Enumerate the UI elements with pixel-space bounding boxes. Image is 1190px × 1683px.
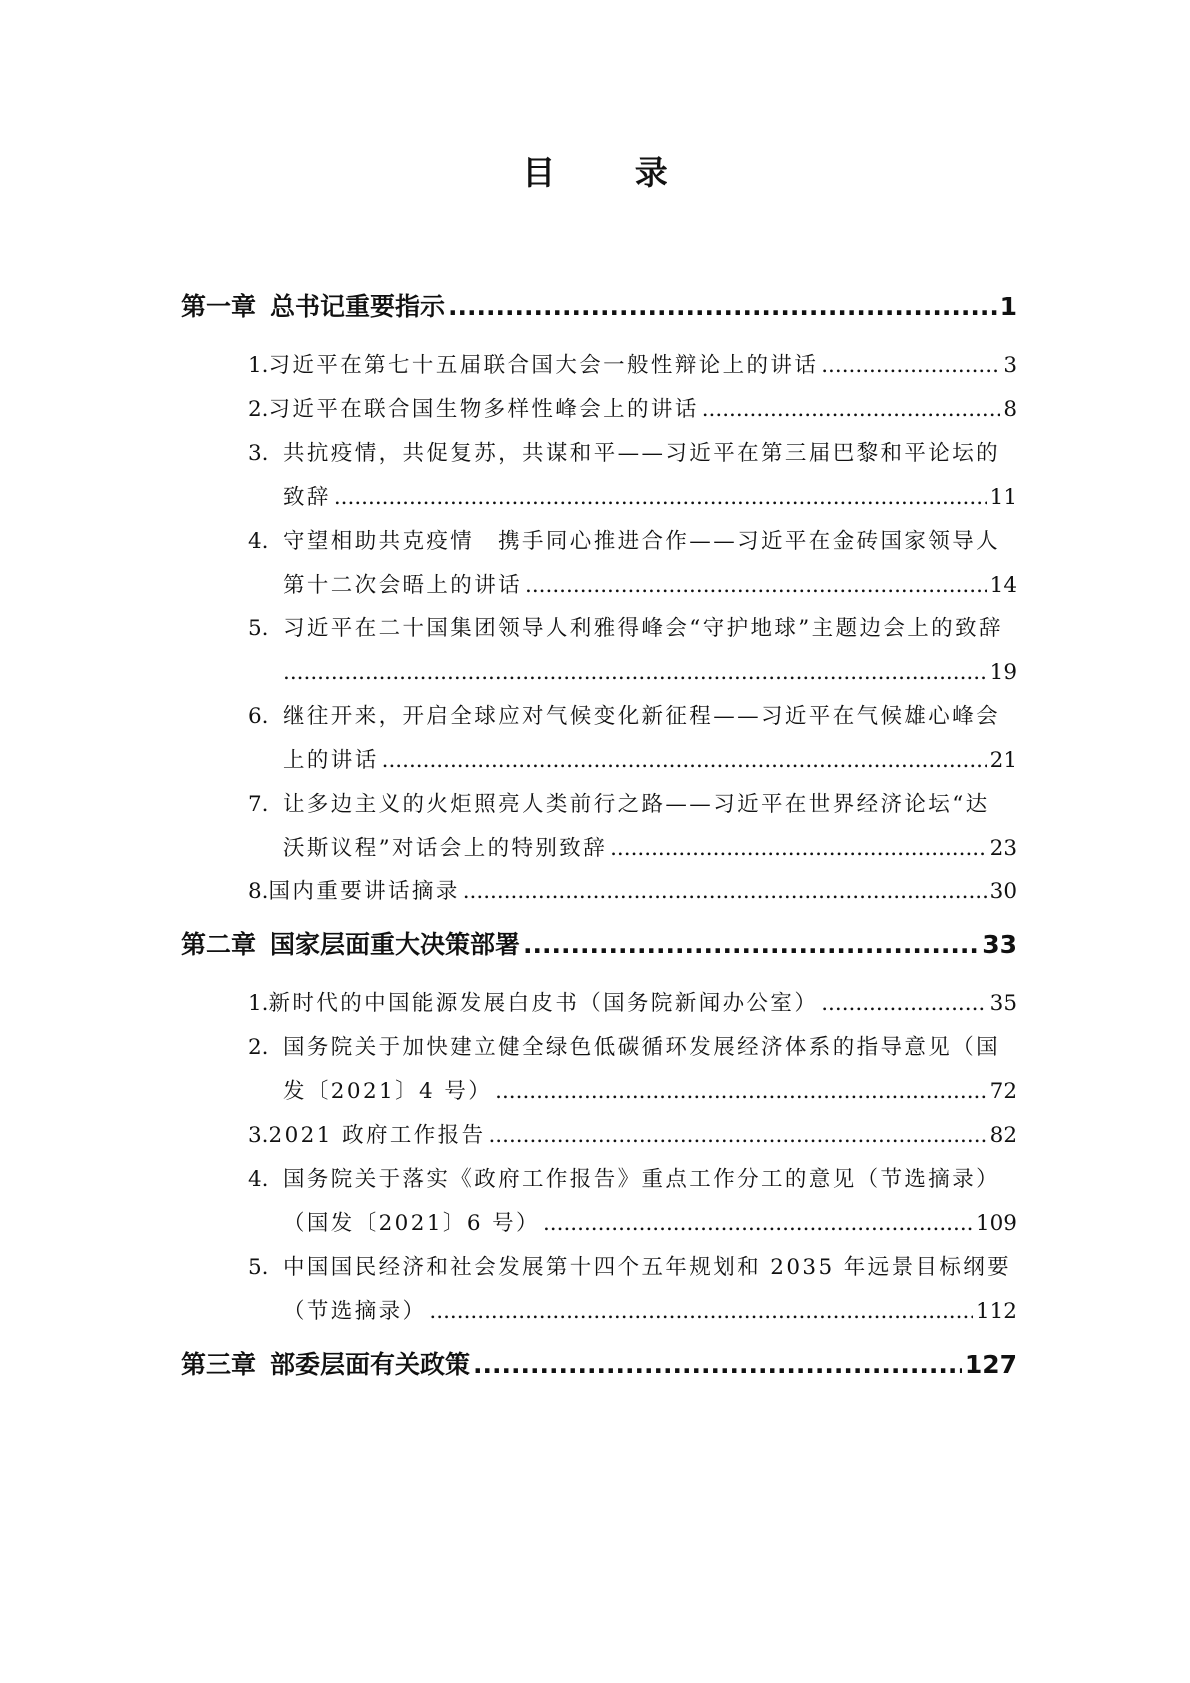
entry-title: 发〔2021〕4 号） <box>283 1079 493 1104</box>
entry-title: 新时代的中国能源发展白皮书（国务院新闻办公室） <box>268 991 819 1016</box>
page-number: 72 <box>989 1079 1017 1104</box>
entry-title: 国务院关于加快建立健全绿色低碳循环发展经济体系的指导意见（国 <box>283 1035 1001 1060</box>
entry-number: 6. <box>248 704 269 729</box>
entry-title: 国务院关于落实《政府工作报告》重点工作分工的意见（节选摘录） <box>283 1167 1001 1192</box>
toc-entry[interactable] <box>248 984 1017 1024</box>
toc-entry[interactable] <box>248 346 1017 386</box>
dot-leader <box>334 478 987 518</box>
chapter-heading[interactable] <box>181 925 1017 965</box>
entry-title: 继往开来，开启全球应对气候变化新征程——习近平在气候雄心峰会 <box>283 704 1001 729</box>
page-number: 14 <box>989 573 1017 598</box>
toc-entry[interactable] <box>248 872 1017 912</box>
toc-entry-continuation[interactable] <box>283 829 1017 869</box>
entry-number: 8. <box>248 879 269 904</box>
dot-leader <box>429 1292 973 1332</box>
entry-number: 5. <box>248 616 269 641</box>
entry-number: 1. <box>248 991 269 1016</box>
entry-title: 致辞 <box>283 485 331 510</box>
entry-number: 3. <box>248 441 269 466</box>
chapter-heading[interactable] <box>181 1345 1017 1385</box>
dot-leader <box>382 741 987 781</box>
page-number: 112 <box>975 1299 1017 1324</box>
dot-leader <box>495 1072 987 1112</box>
toc-entry-continuation[interactable] <box>283 1204 1017 1244</box>
entry-number: 5. <box>248 1255 269 1280</box>
toc-entry[interactable] <box>248 1028 1017 1068</box>
entry-title: 习近平在联合国生物多样性峰会上的讲话 <box>268 397 699 422</box>
entry-number: 2. <box>248 397 269 422</box>
chapter-title: 总书记重要指示 <box>270 292 446 321</box>
entry-number: 4. <box>248 1167 269 1192</box>
page-number: 30 <box>989 879 1017 904</box>
entry-title: （节选摘录） <box>283 1299 427 1324</box>
dot-leader <box>821 346 1000 386</box>
entry-title: 中国国民经济和社会发展第十四个五年规划和 2035 年远景目标纲要 <box>283 1255 1012 1280</box>
chapter-heading[interactable] <box>181 287 1017 327</box>
chapter-title: 国家层面重大决策部署 <box>270 930 521 959</box>
dot-leader <box>473 1345 962 1385</box>
entry-title: 习近平在第七十五届联合国大会一般性辩论上的讲话 <box>268 353 819 378</box>
dot-leader <box>283 653 987 693</box>
page-number: 109 <box>975 1211 1017 1236</box>
chapter-title: 部委层面有关政策 <box>270 1350 471 1379</box>
chapter-label: 第一章 <box>181 292 257 321</box>
toc-entry[interactable] <box>248 697 1017 737</box>
entry-title: 守望相助共克疫情 携手同心推进合作——习近平在金砖国家领导人 <box>283 529 1001 554</box>
page-number: 23 <box>989 836 1017 861</box>
dot-leader <box>525 566 987 606</box>
toc-entry[interactable] <box>248 1160 1017 1200</box>
page-number: 3 <box>1003 353 1017 378</box>
entry-title: 让多边主义的火炬照亮人类前行之路——习近平在世界经济论坛“达 <box>283 792 990 817</box>
toc-entry-continuation[interactable] <box>283 1072 1017 1112</box>
entry-number: 3. <box>248 1123 269 1148</box>
toc-entry[interactable] <box>248 609 1017 649</box>
toc-entry[interactable] <box>248 785 1017 825</box>
toc-entry-continuation[interactable] <box>283 478 1017 518</box>
page-number: 19 <box>989 660 1017 685</box>
dot-leader <box>821 984 986 1024</box>
entry-number: 7. <box>248 792 269 817</box>
page-number: 11 <box>989 485 1017 510</box>
entry-title: 2021 政府工作报告 <box>268 1123 486 1148</box>
dot-leader <box>488 1116 986 1156</box>
dot-leader <box>523 925 979 965</box>
entry-number: 1. <box>248 353 269 378</box>
dot-leader <box>543 1204 973 1244</box>
toc-entry[interactable] <box>248 1116 1017 1156</box>
entry-title: 习近平在二十国集团领导人利雅得峰会“守护地球”主题边会上的致辞 <box>283 616 1003 641</box>
dot-leader <box>448 287 997 327</box>
page-number: 8 <box>1003 397 1017 422</box>
entry-title: 沃斯议程”对话会上的特别致辞 <box>283 836 608 861</box>
toc-entry[interactable] <box>248 390 1017 430</box>
toc-entry[interactable] <box>248 434 1017 474</box>
dot-leader <box>463 872 987 912</box>
dot-leader <box>702 390 1001 430</box>
entry-number: 4. <box>248 529 269 554</box>
dot-leader <box>610 829 987 869</box>
entry-title: 共抗疫情，共促复苏，共谋和平——习近平在第三届巴黎和平论坛的 <box>283 441 1001 466</box>
entry-title: 上的讲话 <box>283 748 379 773</box>
toc-entry-continuation[interactable] <box>283 566 1017 606</box>
chapter-label: 第三章 <box>181 1350 257 1379</box>
page-number: 127 <box>964 1350 1017 1379</box>
entry-title: 第十二次会晤上的讲话 <box>283 573 523 598</box>
toc-entry-continuation[interactable] <box>283 1292 1017 1332</box>
entry-title: 国内重要讲话摘录 <box>268 879 460 904</box>
toc-entry[interactable] <box>248 1248 1017 1288</box>
toc-entry-continuation[interactable] <box>283 741 1017 781</box>
toc-entry[interactable] <box>248 522 1017 562</box>
chapter-label: 第二章 <box>181 930 257 959</box>
page-number: 82 <box>989 1123 1017 1148</box>
page-title: 目 录 <box>522 153 702 192</box>
page-number: 33 <box>982 930 1017 959</box>
page-number: 1 <box>999 292 1017 321</box>
toc-entry-continuation[interactable] <box>283 653 1017 693</box>
entry-title: （国发〔2021〕6 号） <box>283 1211 540 1236</box>
page-number: 21 <box>989 748 1017 773</box>
entry-number: 2. <box>248 1035 269 1060</box>
page-number: 35 <box>989 991 1017 1016</box>
